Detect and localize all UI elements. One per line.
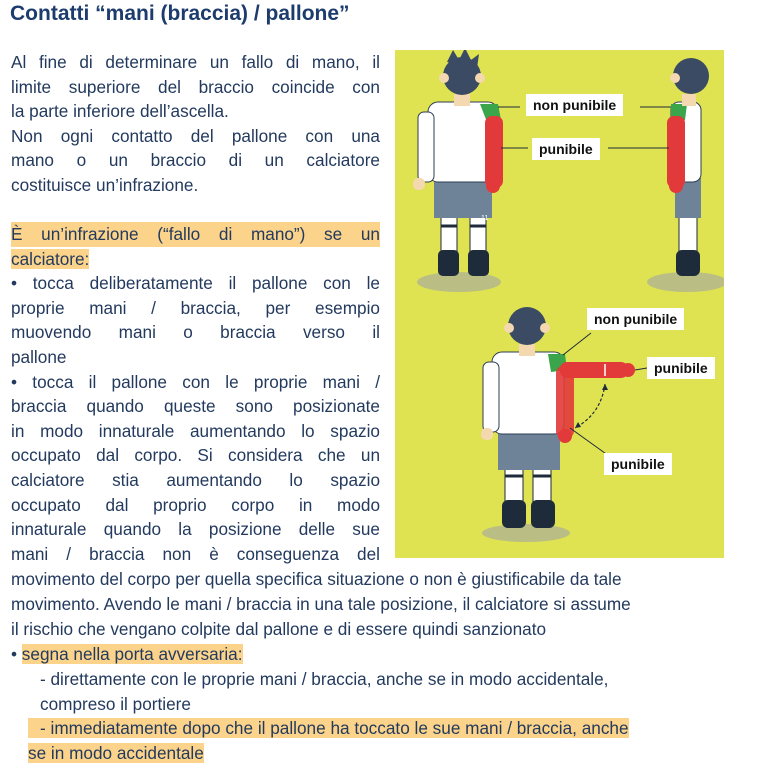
list-item: in modo innaturale aumentando lo spazio [11, 420, 380, 441]
sub-item: - immediatamente dopo che il pallone ha toccato le sue mani / braccia, anche [28, 716, 629, 741]
list-item [11, 642, 243, 667]
intro-line: mano o un braccio di un calciatore [11, 150, 380, 171]
label-punibile-bottom: punibile [604, 453, 672, 475]
player-side-view [667, 58, 709, 276]
page-title: Contatti “mani (braccia) / pallone” [10, 2, 350, 25]
sub-item: compreso il portiere [40, 694, 191, 714]
sub-item: - direttamente con le proprie mani / braccia, anche se in modo accidentale, [40, 669, 609, 689]
full-width-line: movimento del corpo per quella specifica situazione o non è giustificabile da tale [11, 569, 622, 589]
list-item: • tocca deliberatamente il pallone con le [11, 273, 380, 294]
full-width-line: il rischio che vengano colpite dal pallone e di essere quindi sanzionato [11, 619, 547, 639]
label-non-punibile-top: non punibile [526, 94, 623, 116]
player-shadow [482, 524, 570, 542]
list-item: calciatore stia aumentando lo spazio [11, 469, 380, 490]
sub-item: se in modo accidentale [28, 743, 204, 763]
list-item: • tocca il pallone con le proprie mani / [11, 371, 380, 392]
list-item: braccia quando queste sono posizionate [11, 396, 380, 417]
intro-line: Al fine di determinare un fallo di mano, il [11, 52, 380, 72]
infraction-heading: calciatore: [11, 248, 90, 269]
intro-paragraph [11, 50, 380, 198]
list-item: innaturale quando la posizione delle sue [11, 519, 380, 540]
bullet: • [11, 644, 22, 664]
illustration-canvas [395, 50, 724, 558]
label-punibile-top: punibile [532, 138, 600, 160]
list-item: mani / braccia non è conseguenza del [11, 543, 380, 564]
list-item: occupato dal corpo. Si considera che un [11, 445, 380, 466]
intro-line: la parte inferiore dell’ascella. [11, 101, 229, 122]
shirt-number: 11 [481, 215, 489, 222]
list-item: proprie mani / braccia, per esempio [11, 297, 380, 318]
player-shadow [417, 272, 501, 292]
handball-illustration [395, 50, 724, 558]
player-arm-raised [481, 307, 635, 528]
list-item: muovendo mani o braccia verso il [11, 322, 380, 343]
infraction-section [11, 222, 380, 566]
label-non-punibile-bottom: non punibile [587, 308, 684, 330]
full-width-line: movimento. Avendo le mani / braccia in una tale posizione, il calciatore si assume [11, 594, 631, 614]
player-back-view [413, 50, 503, 276]
highlighted-label: segna nella porta avversaria: [21, 644, 243, 664]
intro-line: Non ogni contatto del pallone con una [11, 125, 380, 146]
intro-line: costituisce un’infrazione. [11, 174, 199, 195]
intro-line: limite superiore del braccio coincide con [11, 76, 380, 97]
infraction-heading: È un’infrazione (“fallo di mano”) se un [11, 222, 380, 247]
list-item: occupato dal proprio corpo in modo [11, 494, 380, 515]
list-item: pallone [11, 346, 67, 367]
label-punibile-right: punibile [647, 357, 715, 379]
